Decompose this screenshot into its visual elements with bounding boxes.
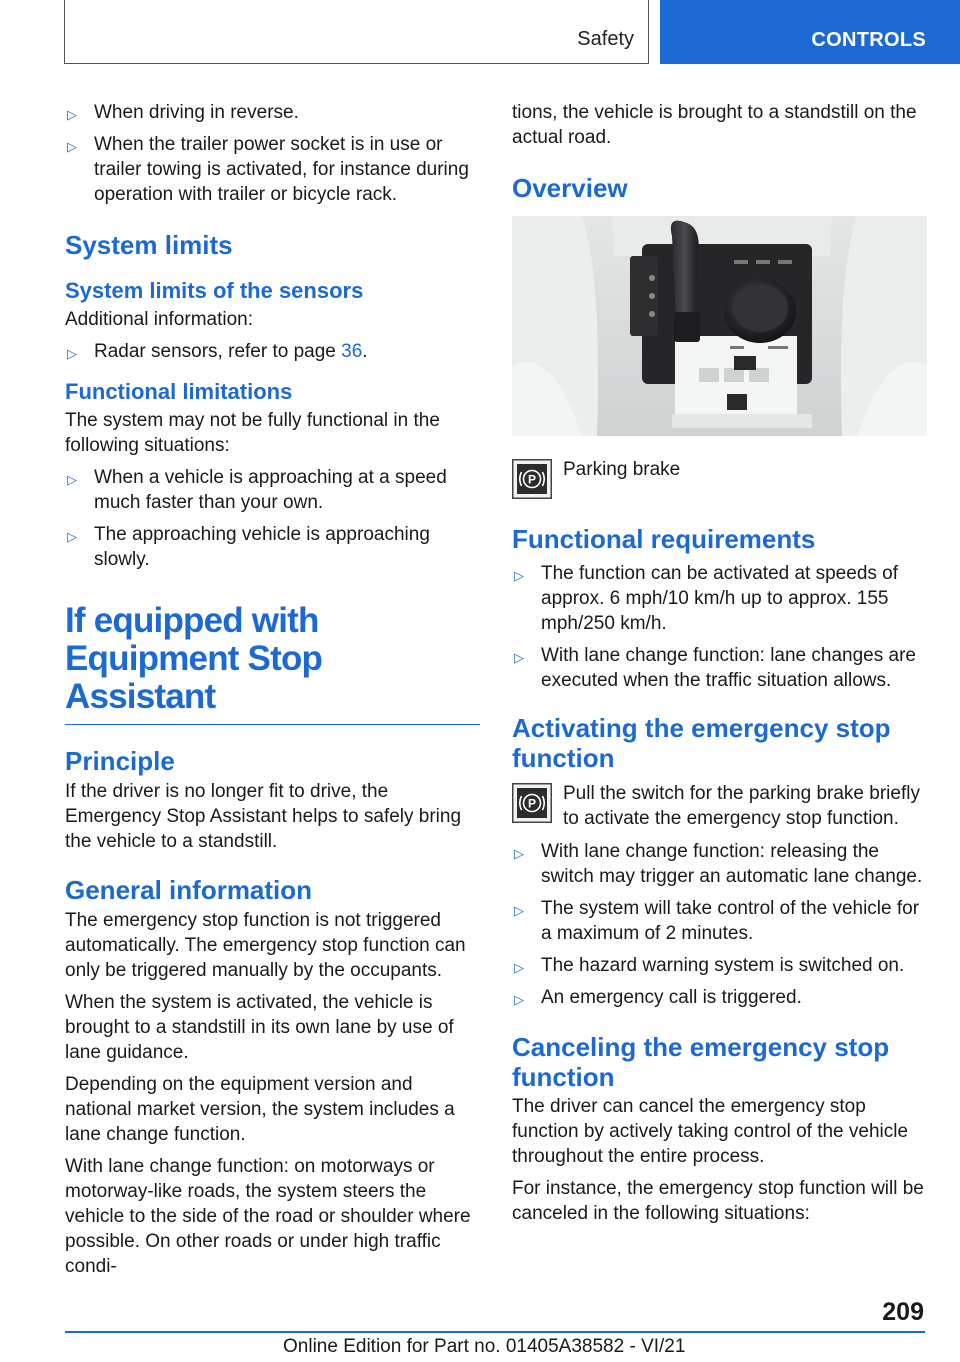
general-paragraph: With lane change function: on motorways or motorway-like roads, the system steers the vehicle to the side of the road or shoulder where possible. On other roads or under high traffic condi- [65,1156,471,1277]
heading-principle: Principle [65,746,175,776]
heading-functional-limitations: Functional limitations [65,379,293,404]
list-item: ▷ An emergency call is triggered. [512,985,927,1010]
triangle-bullet-icon: ▷ [67,107,77,122]
list-item: ▷ The function can be activated at speeds of approx. 6 mph/10 km/h up to approx. 155 mph/250 km/h. [514,563,899,634]
header-section-label: Safety [577,28,634,50]
list-item: ▷ When a vehicle is approaching at a speed much faster than your own. [67,467,447,513]
general-paragraph: Depending on the equipment version and national market version, the system includes a lane change function. [65,1074,455,1145]
general-paragraph: The emergency stop function is not triggered automatically. The emergency stop function can only be triggered manually by the occupants. [65,910,466,981]
triangle-bullet-icon: ▷ [67,472,77,487]
heading-sensor-limits: System limits of the sensors [65,278,364,303]
sensor-list [65,339,480,364]
parking-brake-icon [512,783,552,823]
general-paragraph: When the system is activated, the vehicle is brought to a standstill in its own lane by use of lane guidance. [65,992,454,1063]
limitations-text: The system may not be fully functional in the following situations: [65,410,440,456]
parking-brake-label: Parking brake [563,459,681,480]
list-item: ▷ With lane change function: lane changes are executed when the traffic situation allows. [514,645,916,691]
activating-list [512,839,927,1010]
list-item: ▷ The approaching vehicle is approaching slowly. [67,524,430,570]
activating-text: Pull the switch for the parking brake briefly to activate the emergency stop function. [563,783,920,829]
header-section-box [64,0,649,64]
heading-system-limits: System limits [65,230,233,260]
triangle-bullet-icon: ▷ [514,992,524,1007]
canceling-paragraph: For instance, the emergency stop function will be canceled in the following situations: [512,1178,924,1224]
center-console-photo [512,216,927,436]
intro-list [65,100,480,207]
triangle-bullet-icon: ▷ [514,650,524,665]
heading-canceling: Canceling the emergency stop function [512,1032,890,1092]
canceling-paragraph: The driver can cancel the emergency stop function by actively taking control of the vehicle throughout the entire process. [512,1096,909,1167]
continued-text: tions, the vehicle is brought to a standstill on the actual road. [512,102,917,148]
page-number: 209 [882,1298,924,1326]
main-heading-block [65,602,480,725]
main-heading: If equipped with Equipment Stop Assistant [65,601,323,716]
triangle-bullet-icon: ▷ [514,846,524,861]
header-chapter-label: CONTROLS [811,29,926,51]
footer-edition: Online Edition for Part no. 01405A38582 - VI/21 [283,1336,686,1357]
parking-brake-icon [512,459,552,499]
list-item: ▷ Radar sensors, refer to page 36. [65,339,480,364]
additional-info-text: Additional information: [65,309,253,330]
triangle-bullet-icon: ▷ [67,346,77,361]
triangle-bullet-icon: ▷ [67,529,77,544]
triangle-bullet-icon: ▷ [514,568,524,583]
list-item: ▷ The system will take control of the vehicle for a maximum of 2 minutes. [514,898,920,944]
svg-text:P: P [527,472,537,487]
svg-text:P: P [527,796,537,811]
activating-row [512,781,927,831]
requirements-list [512,561,927,693]
list-item: ▷ The hazard warning system is switched on. [512,953,927,978]
heading-general-information: General information [65,875,313,905]
heading-overview: Overview [512,173,628,203]
triangle-bullet-icon: ▷ [67,139,77,154]
footer-divider [65,1331,925,1333]
principle-text: If the driver is no longer fit to drive, the Emergency Stop Assistant helps to safely bring the vehicle to a standstill. [65,781,462,852]
list-item: ▷ With lane change function: releasing the switch may trigger an automatic lane change. [514,841,923,887]
limitations-list [65,465,480,572]
right-column [512,100,927,1233]
triangle-bullet-icon: ▷ [514,960,524,975]
heading-functional-requirements: Functional requirements [512,524,816,554]
parking-brake-row [512,457,927,499]
page-reference-link[interactable]: 36 [341,341,363,362]
list-item: ▷ When the trailer power socket is in use or trailer towing is activated, for instance during operation with trailer or bicycle rack. [67,134,469,205]
triangle-bullet-icon: ▷ [514,903,524,918]
page-header [0,0,960,66]
header-chapter-tab [660,0,960,64]
heading-activating: Activating the emergency stop function [512,713,891,773]
list-item: ▷ When driving in reverse. [65,100,480,125]
left-column [65,100,480,1286]
